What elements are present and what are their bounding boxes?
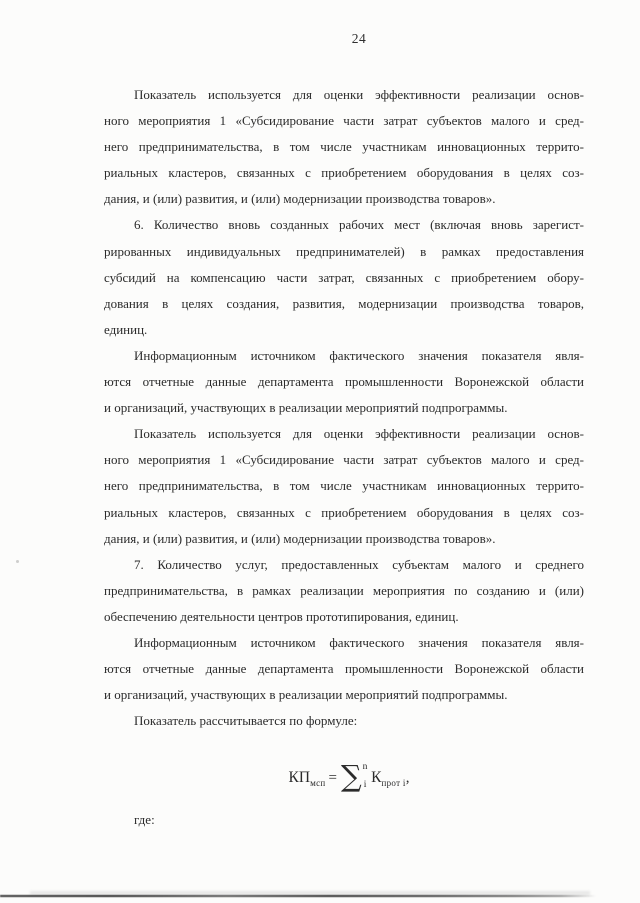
text-line: единиц. [104,321,148,337]
text-line: него предпринимательства, в том числе участникам инновационных террито- [104,139,584,155]
text-line: Показатель рассчитывается по формуле: [134,713,358,729]
document-body [104,82,584,734]
paragraph [104,421,584,551]
paragraph [104,82,584,212]
paragraph [104,708,584,734]
formula-rhs: К [371,768,382,786]
text-line: него предпринимательства, в том числе участникам инновационных террито- [104,478,584,494]
text-line: ются отчетные данные департамента промышленности Воронежской области [104,661,584,677]
text-line: Информационным источником фактического значения показателя явля- [134,634,584,650]
equals-sign: = [328,769,337,786]
text-line: Показатель используется для оценки эффективности реализации основ- [134,87,584,102]
scan-speck [16,560,19,563]
sigma-symbol: ∑ [340,759,362,793]
text-line: дания, и (или) развития, и (или) модернизации производства товаров». [104,530,496,546]
text-line: дования в целях создания, развития, модернизации производства товаров, [104,295,584,311]
text-line: рированных индивидуальных предпринимателей) в рамках предоставления [104,243,584,259]
summation-limits [363,763,368,790]
text-line: 6. Количество вновь созданных рабочих мест (включая вновь зарегист- [134,217,584,233]
paragraph [104,212,584,342]
text-line: обеспечению деятельности центров прототипирования, единиц. [104,608,459,624]
paragraph [104,343,584,421]
text-line: и организаций, участвующих в реализации мероприятий подпрограммы. [104,400,508,416]
text-line: 7. Количество услуг, предоставленных субъектам малого и среднего [134,556,584,572]
text-line: Информационным источником фактического значения показателя явля- [134,347,584,363]
formula-lhs: КП [288,768,311,786]
text-line: ного мероприятия 1 «Субсидирование части затрат субъектов малого и сред- [104,113,584,129]
where-label: где: [134,812,155,827]
text-line: дания, и (или) развития, и (или) модернизации производства товаров». [104,191,496,207]
text-line: предпринимательства, в рамках реализации мероприятия по созданию и (или) [104,582,584,598]
summation-lower-limit: i [363,780,367,790]
text-line: ются отчетные данные департамента промышленности Воронежской области [104,374,584,390]
text-line: риальных кластеров, связанных с приобретением оборудования в целях соз- [104,165,584,181]
text-line: риальных кластеров, связанных с приобретением оборудования в целях соз- [104,504,584,520]
text-line: Показатель используется для оценки эффективности реализации основ- [134,426,584,442]
scan-edge-line [0,895,596,897]
paragraph [104,552,584,630]
page-number: 24 [351,31,367,46]
paragraph [104,630,584,708]
text-line: и организаций, участвующих в реализации мероприятий подпрограммы. [104,687,508,703]
formula-rhs-subscript: прот i [381,777,406,788]
summation-upper-limit: n [362,762,368,772]
text-line: субсидий на компенсацию части затрат, связанных с приобретением обору- [104,269,584,285]
formula [104,759,594,793]
formula-comma: , [405,769,410,786]
formula-lhs-subscript: мсп [310,777,326,788]
text-line: ного мероприятия 1 «Субсидирование части затрат субъектов малого и сред- [104,452,584,468]
summation [340,759,368,793]
